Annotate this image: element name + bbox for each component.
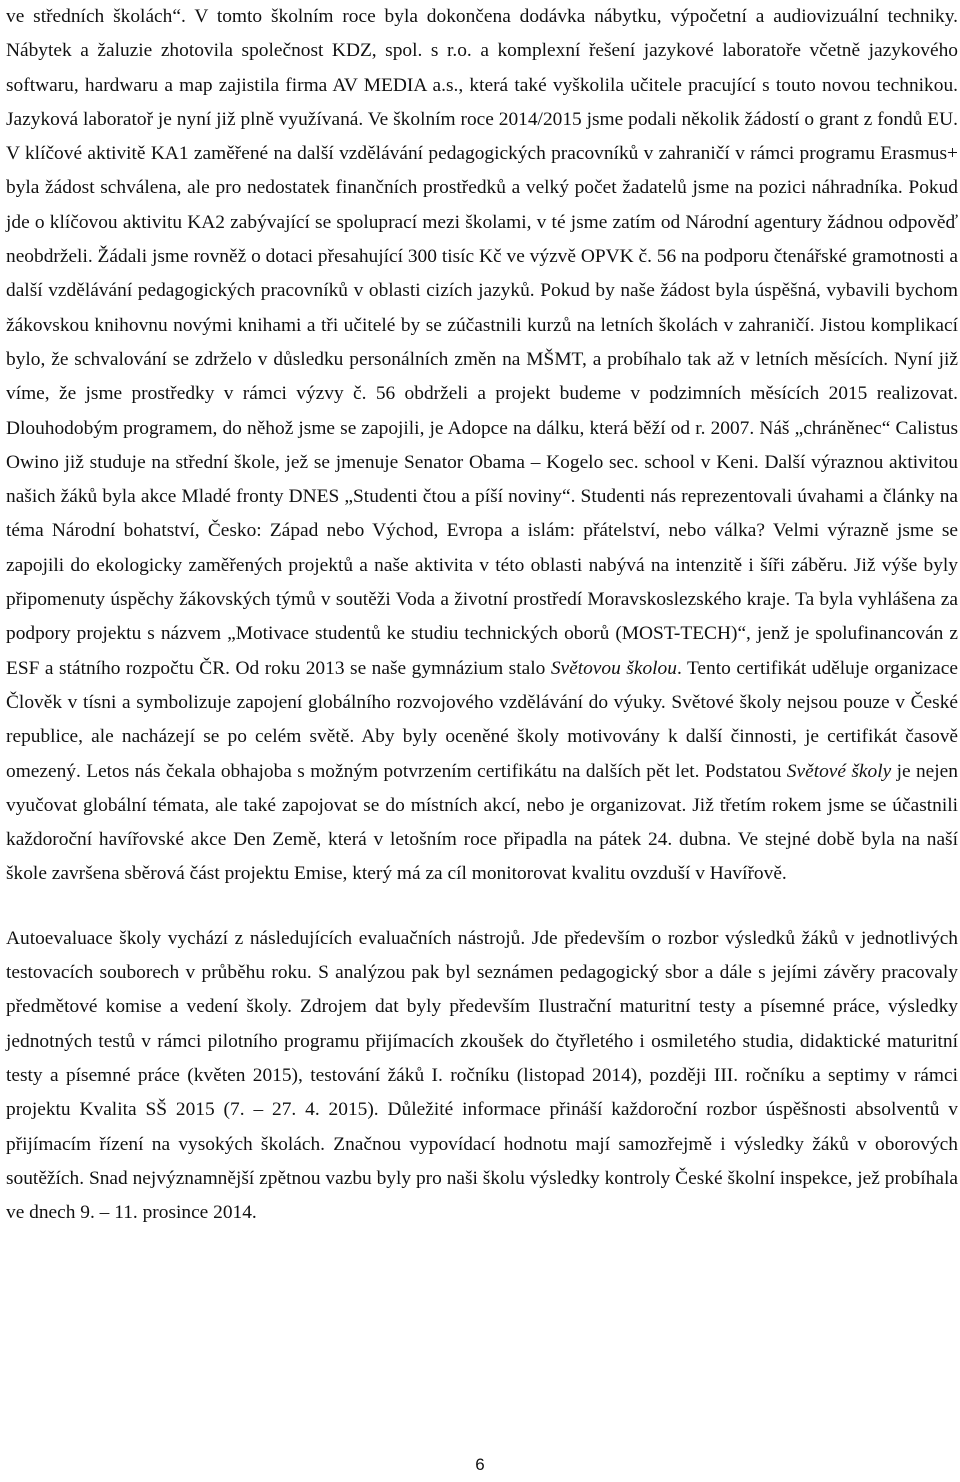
paragraph-text: ve středních školách“. V tomto školním roce byla dokončena dodávka nábytku, výpočetní a audiovizuální techniky. Nábytek a žaluzie zhotovila společnost KDZ, spol. s r.o. a komplexní řešení jazykové laboratoře včetně jazykového softwaru, hardwaru a map zajistila firma AV MEDIA a.s., která také vyškolila učitele pracující s touto novou technikou. Jazyková laboratoř je nyní již plně využívaná. Ve školním roce 2014/2015 jsme podali několik žádostí o grant z fondů EU. V klíčové aktivitě KA1 zaměřené na další vzdělávání pedagogických pracovníků v zahraničí v rámci programu Erasmus+ byla žádost schválena, ale pro nedostatek finančních prostředků a velký počet žadatelů jsme na pozici náhradníka. Pokud jde o klíčovou aktivitu KA2 zabývající se spoluprací mezi školami, v té jsme zatím od Národní agentury žádnou odpověď neobdrželi. Žádali jsme rovněž o dotaci přesahující 300 tisíc Kč ve výzvě OPVK č. 56 na podporu čtenářské gramotnosti a další vzdělávání pedagogických pracovníků v oblasti cizích jazyků. Pokud by naše žádost byla úspěšná, vybavili bychom žákovskou knihovnu novými knihami a tři učitelé by se zúčastnili kurzů na letních školách v zahraničí. Jistou komplikací bylo, že schvalování se zdrželo v důsledku personálních změn na MŠMT, a probíhalo tak až v letních měsících. Nyní již víme, že jsme prostředky v rámci výzvy č. 56 obdrželi a projekt budeme v podzimních měsících 2015 realizovat. Dlouhodobým programem, do něhož jsme se zapojili, je Adopce na dálku, která běží od r. 2007. Náš „chráněnec“ Calistus Owino již studuje na střední škole, jež se jmenuje Senator Obama – Kogelo sec. school v Keni. Další výraznou aktivitou našich žáků byla akce Mladé fronty DNES „Studenti čtou a píší noviny“. Studenti nás reprezentovali úvahami a články na téma Národní bohatství, Česko: Západ nebo Východ, Evropa a islám: přátelství, nebo válka? Velmi výrazně jsme se zapojili do ekologicky zaměřených projektů a naše aktivita v této oblasti nabývá na intenzitě i šíři záběru. Již výše byly připomenuty úspěchy žákovských týmů v soutěži Voda a životní prostředí Moravskoslezského kraje. Ta byla vyhlášena za podpory projektu s názvem „Motivace studentů ke studiu technických oborů (MOST-TECH)“, jenž je spolufinancován z ESF a státního rozpočtu ČR. Od roku 2013 se naše gymnázium stalo [6, 6, 958, 679]
page-number: 6 [475, 1455, 485, 1474]
paragraph-spacer [6, 892, 958, 922]
italic-term-svetove-skoly: Světové školy [786, 760, 892, 782]
italic-term-svetova-skola: Světovou školou [550, 657, 677, 679]
body-paragraph-projects [6, 0, 958, 892]
document-page [6, 0, 958, 1230]
paragraph-text: . Tento certifikát uděluje organizace Člověk v tísni a symbolizuje zapojení globálního rozvojového vzdělávání do výuky. Světové školy nejsou pouze v České republice, ale nacházejí se po celém světě. Aby byly oceněné školy motivovány k další činnosti, je certifikát časově omezený. Letos nás čekala obhajoba s možným potvrzením certifikátu na dalších pět let. Podstatou [6, 657, 958, 782]
paragraph-text: je nejen vyučovat globální témata, ale také zapojovat se do místních akcí, nebo je organizovat. Již třetím rokem jsme se účastnili každoroční havířovské akce Den Země, která v letošním roce připadla na pátek 24. dubna. Ve stejné době byla na naší škole završena sběrová část projektu Emise, který má za cíl monitorovat kvalitu ovzduší v Havířově. [6, 760, 958, 885]
body-paragraph-autoevaluation: Autoevaluace školy vychází z následujících evaluačních nástrojů. Jde především o rozbor výsledků žáků v jednotlivých testovacích souborech v průběhu roku. S analýzou pak byl seznámen pedagogický sbor a dále s jejími závěry pracovaly předmětové komise a vedení školy. Zdrojem dat byly především Ilustrační maturitní testy a písemné práce, výsledky jednotných testů v rámci pilotního programu přijímacích zkoušek do čtyřletého i osmiletého studia, didaktické maturitní testy a písemné práce (květen 2015), testování žáků I. ročníku (listopad 2014), později III. ročníku a septimy v rámci projektu Kvalita SŠ 2015 (7. – 27. 4. 2015). Důležité informace přináší každoroční rozbor úspěšnosti absolventů v přijímacím řízení na vysokých školách. Značnou vypovídací hodnotu mají samozřejmě i výsledky žáků v oborových soutěžích. Snad nejvýznamnější zpětnou vazbu byly pro naši školu výsledky kontroly České školní inspekce, jež probíhala ve dnech 9. – 11. prosince 2014. [6, 927, 958, 1224]
